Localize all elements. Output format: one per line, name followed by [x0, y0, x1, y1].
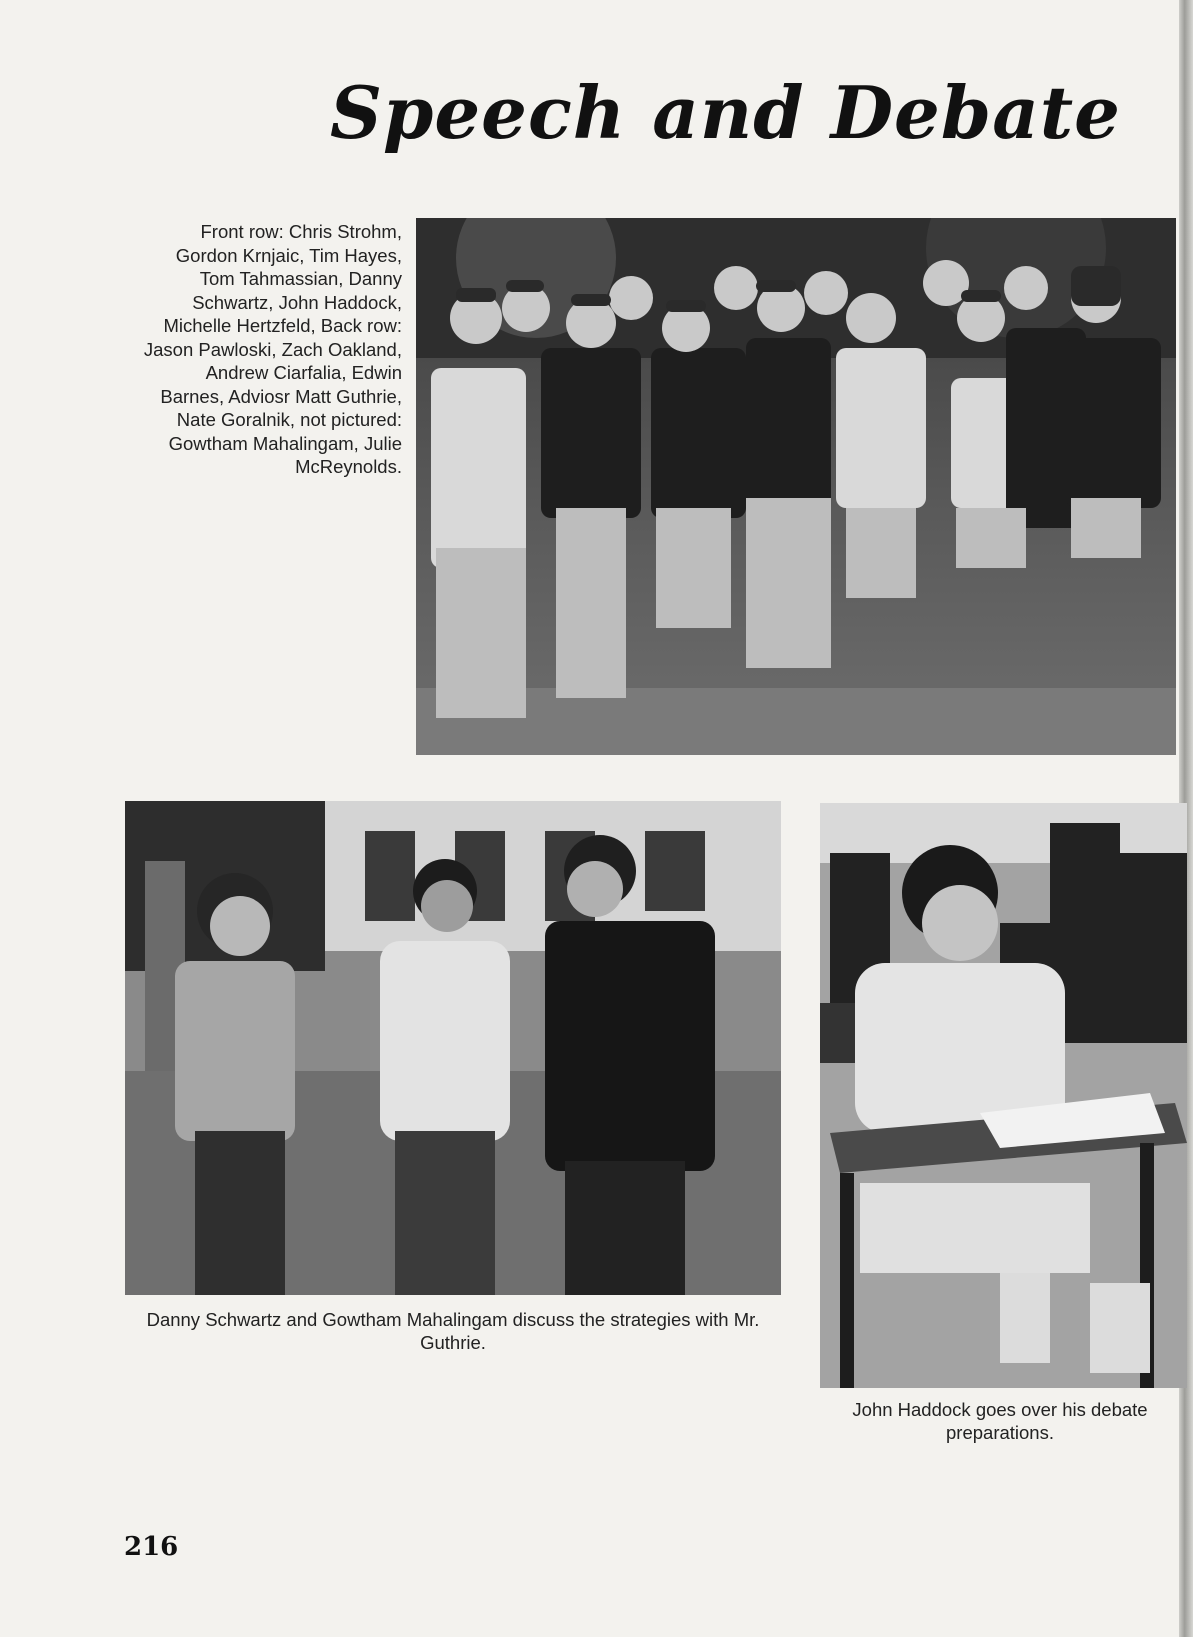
haddock-photo: [820, 803, 1187, 1388]
debate-photo: [125, 801, 781, 1295]
page-title: Speech and Debate: [330, 70, 1121, 155]
debate-photo-image: [125, 801, 781, 1295]
haddock-photo-image: [820, 803, 1187, 1388]
group-photo-image: [416, 218, 1176, 755]
group-photo-caption: Front row: Chris Strohm, Gordon Krnjaic, Tim Hayes, Tom Tahmassian, Danny Schwartz, John Haddock, Michelle Hertzfeld, Back row: Jason Pawloski, Zach Oakland, Andrew Ciarfalia, Edwin Barnes, Adviosr Matt Guthrie, Nate Goralnik, not pictured: Gowtham Mahalingam, Julie McReynolds.: [143, 221, 402, 477]
group-photo: [416, 218, 1176, 755]
debate-photo-caption: Danny Schwartz and Gowtham Mahalingam discuss the strategies with Mr. Guthrie.: [146, 1309, 760, 1353]
page-number: 216: [124, 1532, 179, 1562]
haddock-photo-caption: John Haddock goes over his debate preparations.: [852, 1399, 1148, 1443]
